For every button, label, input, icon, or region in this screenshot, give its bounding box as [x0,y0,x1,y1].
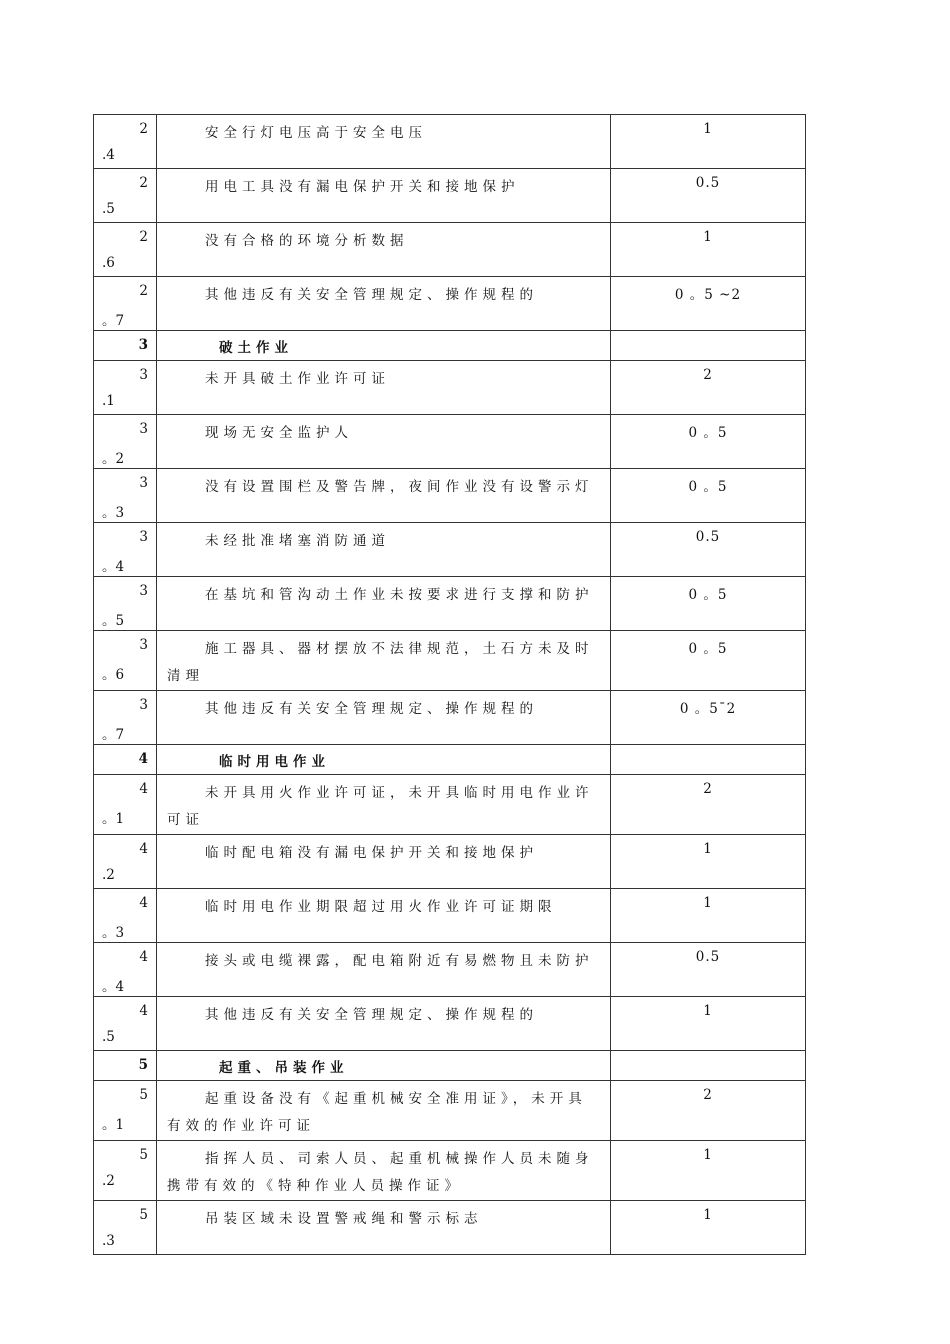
item-description: 其他违反有关安全管理规定、操作规程的 [205,287,538,303]
item-number-major: 2 [139,283,148,299]
item-description-cell [157,631,611,691]
item-score: 0 。5 ~2 [674,287,742,303]
item-description-cell [157,835,611,889]
item-number-cell [94,415,157,469]
item-score: 0.5 [695,529,721,545]
item-number-cell [94,745,157,775]
item-number-major: 4 [139,895,148,911]
item-number-minor: 。4 [102,979,125,995]
table-row [94,523,806,577]
item-number-minor: 。5 [102,613,125,629]
item-score-cell [611,1081,806,1141]
item-description: 起重设备没有《起重机械安全准用证》，未开具有效的作业许可证 [167,1091,587,1134]
item-description: 其他违反有关安全管理规定、操作规程的 [205,701,538,717]
item-number-cell [94,835,157,889]
item-number-minor: 。6 [102,667,125,683]
item-description: 吊装区域未设置警戒绳和警示标志 [205,1211,483,1227]
item-score-cell [611,415,806,469]
item-number-major: 4 [139,1003,148,1019]
item-number-cell [94,169,157,223]
item-number-major: 3 [139,475,148,491]
item-description-cell [157,997,611,1051]
table-row [94,889,806,943]
item-number-major: 5 [139,1147,148,1163]
item-score-cell [611,577,806,631]
item-number-major: 3 [139,697,148,713]
item-description-cell [157,169,611,223]
item-number-minor: .1 [102,393,115,409]
item-description: 接头或电缆裸露，配电箱附近有易燃物且未防护 [205,953,594,969]
item-number-minor: 。1 [102,1117,125,1133]
item-score: 0 。5¯2 [679,701,737,717]
item-score: 0.5 [695,949,721,965]
item-number-cell [94,223,157,277]
item-number-cell [94,889,157,943]
item-number-minor: 。7 [102,313,125,329]
item-description: 未经批准堵塞消防通道 [205,533,390,549]
section-row [94,745,806,775]
item-number-cell [94,943,157,997]
table-row [94,997,806,1051]
item-score-cell [611,1141,806,1201]
item-score-cell [611,115,806,169]
item-description-cell [157,1141,611,1201]
item-description: 其他违反有关安全管理规定、操作规程的 [205,1007,538,1023]
item-score: 0 。5 [688,587,728,603]
item-number-cell [94,277,157,331]
table-row [94,835,806,889]
item-number-minor: 。3 [102,505,125,521]
item-number-major: 3 [139,529,148,545]
item-description-cell [157,577,611,631]
item-number-major: 4 [139,841,148,857]
item-score: 0 。5 [688,479,728,495]
table-row [94,691,806,745]
item-description-cell [157,415,611,469]
table-row [94,775,806,835]
item-score-cell [611,775,806,835]
item-description: 未开具破土作业许可证 [205,371,390,387]
item-description: 没有合格的环境分析数据 [205,233,409,249]
item-description: 指挥人员、司索人员、起重机械操作人员未随身携带有效的《特种作业人员操作证》 [167,1151,594,1194]
item-score-cell [611,631,806,691]
section-number: 5 [138,1057,148,1073]
item-number-minor: 。2 [102,451,125,467]
item-number-minor: 。7 [102,727,125,743]
table-body [94,115,806,1255]
section-title: 破土作业 [219,340,293,356]
item-number-minor: .6 [102,255,115,271]
item-score: 1 [703,1147,713,1163]
table-row [94,1201,806,1255]
item-number-minor: .2 [102,1173,115,1189]
table-row [94,577,806,631]
item-description-cell [157,277,611,331]
item-score: 1 [703,229,713,245]
section-title: 起重、吊装作业 [219,1060,349,1076]
item-number-cell [94,997,157,1051]
item-number-minor: .3 [102,1233,115,1249]
item-description-cell [157,775,611,835]
section-row [94,331,806,361]
item-description-cell [157,889,611,943]
item-score: 1 [703,1207,713,1223]
item-score: 1 [703,121,713,137]
item-number-cell [94,361,157,415]
table-row [94,223,806,277]
item-score-cell [611,1051,806,1081]
section-number: 3 [138,337,148,353]
item-score-cell [611,223,806,277]
item-score: 2 [703,781,713,797]
item-number-minor: .5 [102,201,115,217]
item-number-cell [94,1081,157,1141]
item-description-cell [157,331,611,361]
table-row [94,943,806,997]
item-number-cell [94,775,157,835]
item-description-cell [157,223,611,277]
item-description: 在基坑和管沟动土作业未按要求进行支撑和防护 [205,587,594,603]
item-score: 1 [703,841,713,857]
item-description-cell [157,469,611,523]
item-number-major: 2 [139,175,148,191]
item-number-major: 5 [139,1087,148,1103]
item-score-cell [611,331,806,361]
item-score-cell [611,745,806,775]
item-score: 0 。5 [688,425,728,441]
item-number-major: 4 [139,949,148,965]
item-description: 现场无安全监护人 [205,425,353,441]
item-number-minor: 。1 [102,811,125,827]
table-row [94,631,806,691]
item-number-minor: .5 [102,1029,115,1045]
table-row [94,469,806,523]
item-score-cell [611,361,806,415]
item-score: 1 [703,1003,713,1019]
table-row [94,1081,806,1141]
item-number-minor: 。3 [102,925,125,941]
item-description-cell [157,115,611,169]
item-number-major: 3 [139,637,148,653]
item-number-cell [94,331,157,361]
item-score-cell [611,691,806,745]
item-number-major: 3 [139,421,148,437]
item-number-major: 3 [139,367,148,383]
section-title: 临时用电作业 [219,754,330,770]
item-number-minor: .2 [102,867,115,883]
item-description-cell [157,1081,611,1141]
item-score-cell [611,523,806,577]
table-row [94,1141,806,1201]
item-score: 2 [703,367,713,383]
item-score: 0 。5 [688,641,728,657]
table-row [94,415,806,469]
item-description: 临时配电箱没有漏电保护开关和接地保护 [205,845,538,861]
item-number-minor: 。4 [102,559,125,575]
item-score-cell [611,997,806,1051]
item-description: 施工器具、器材摆放不法律规范，土石方未及时清理 [167,641,594,684]
table-row [94,115,806,169]
item-description: 未开具用火作业许可证，未开具临时用电作业许可证 [167,785,594,828]
item-number-cell [94,577,157,631]
item-score-cell [611,889,806,943]
item-score-cell [611,1201,806,1255]
item-score-cell [611,835,806,889]
item-description-cell [157,1051,611,1081]
item-score-cell [611,277,806,331]
item-score: 0.5 [695,175,721,191]
regulation-table [93,114,806,1255]
item-number-major: 2 [139,229,148,245]
item-description-cell [157,943,611,997]
item-number-major: 5 [139,1207,148,1223]
item-number-cell [94,115,157,169]
item-score: 1 [703,895,713,911]
item-number-cell [94,1141,157,1201]
item-score-cell [611,943,806,997]
table-row [94,169,806,223]
item-number-minor: .4 [102,147,115,163]
item-number-cell [94,691,157,745]
table-row [94,361,806,415]
item-number-major: 3 [139,583,148,599]
item-description: 安全行灯电压高于安全电压 [205,125,427,141]
item-description-cell [157,361,611,415]
item-number-major: 4 [139,781,148,797]
table-row [94,277,806,331]
item-number-cell [94,523,157,577]
item-description: 没有设置围栏及警告牌，夜间作业没有设警示灯 [205,479,594,495]
item-description: 临时用电作业期限超过用火作业许可证期限 [205,899,557,915]
item-score: 2 [703,1087,713,1103]
item-description-cell [157,691,611,745]
item-number-cell [94,469,157,523]
item-number-cell [94,631,157,691]
item-description-cell [157,745,611,775]
item-number-major: 2 [139,121,148,137]
section-row [94,1051,806,1081]
item-description-cell [157,523,611,577]
section-number: 4 [138,751,148,767]
item-number-cell [94,1051,157,1081]
item-description: 用电工具没有漏电保护开关和接地保护 [205,179,520,195]
item-description-cell [157,1201,611,1255]
item-score-cell [611,169,806,223]
item-number-cell [94,1201,157,1255]
item-score-cell [611,469,806,523]
